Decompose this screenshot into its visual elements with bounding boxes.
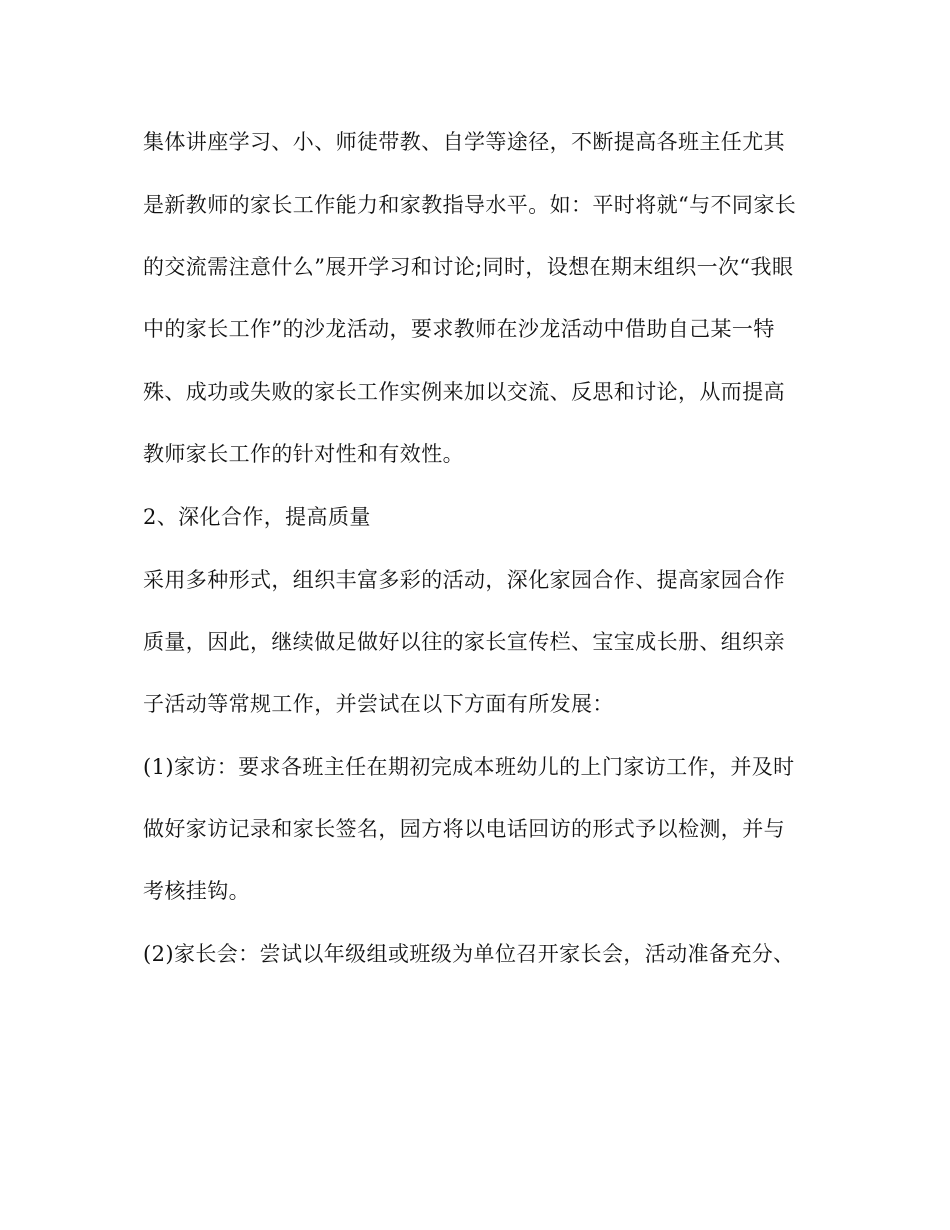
paragraph-line: 采用多种形式，组织丰富多彩的活动，深化家园合作、提高家园合作 — [143, 568, 785, 592]
paragraph-line: 集体讲座学习、小、师徒带教、自学等途径，不断提高各班主任尤其 — [143, 130, 785, 154]
paragraph-line: 的交流需注意什么”展开学习和讨论;同时，设想在期末组织一次“我眼 — [143, 255, 794, 279]
list-item-line: (2)家长会：尝试以年级组或班级为单位召开家长会，活动准备充分、 — [143, 942, 795, 966]
paragraph-line: 是新教师的家长工作能力和家教指导水平。如：平时将就“与不同家长 — [143, 193, 797, 217]
paragraph-line: 中的家长工作”的沙龙活动，要求教师在沙龙活动中借助自己某一特 — [143, 317, 775, 341]
section-heading: 2、深化合作，提高质量 — [143, 505, 371, 529]
paragraph-line: 做好家访记录和家长签名，园方将以电话回访的形式予以检测，并与 — [143, 817, 785, 841]
paragraph-line: 质量，因此，继续做足做好以往的家长宣传栏、宝宝成长册、组织亲 — [143, 630, 785, 654]
paragraph-line: 子活动等常规工作，并尝试在以下方面有所发展： — [143, 692, 614, 716]
list-item-line: (1)家访：要求各班主任在期初完成本班幼儿的上门家访工作，并及时 — [143, 755, 795, 779]
paragraph-line: 殊、成功或失败的家长工作实例来加以交流、反思和讨论，从而提高 — [143, 380, 785, 404]
paragraph-line: 考核挂钩。 — [143, 879, 250, 903]
paragraph-line: 教师家长工作的针对性和有效性。 — [143, 442, 464, 466]
